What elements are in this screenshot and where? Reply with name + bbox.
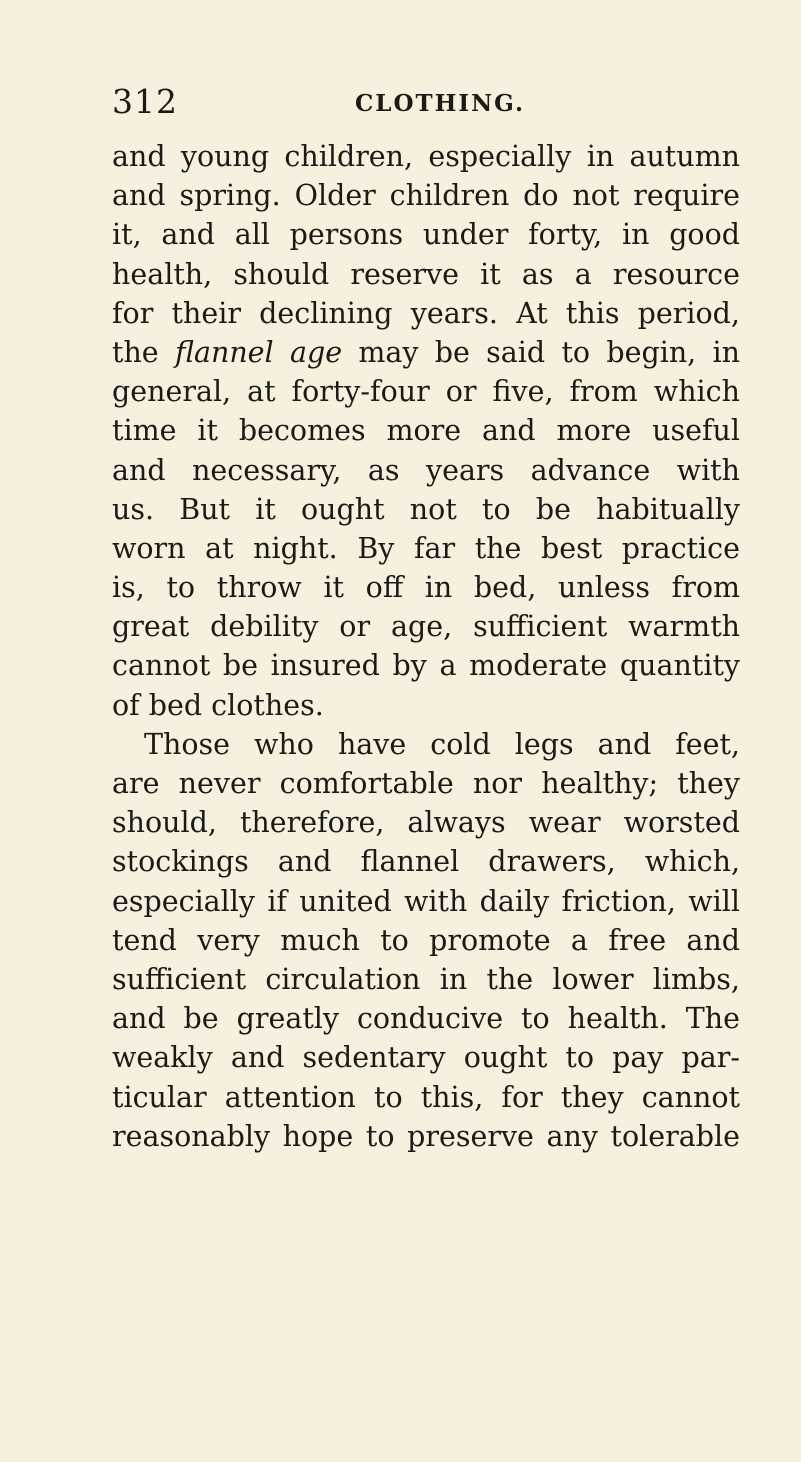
text-line: especially if united with daily friction, will	[112, 884, 740, 918]
body-text	[112, 137, 740, 1156]
text-line-start: the	[112, 335, 175, 369]
text-line-end: may be said to begin, in	[342, 335, 740, 369]
text-line: are never comfortable nor healthy; they	[112, 767, 740, 800]
text-line	[112, 333, 740, 372]
chapter-title: CLOTHING.	[355, 90, 525, 117]
text-line: tend very much to promote a free and	[112, 923, 740, 957]
italic-term: flannel age	[174, 335, 343, 369]
text-line: ticular attention to this, for they cannot	[112, 1080, 740, 1114]
text-line: health, should reserve it as a resource	[112, 257, 740, 291]
text-line: cannot be insured by a moderate quantity	[112, 649, 740, 683]
text-line: and necessary, as years advance with	[112, 453, 740, 487]
text-line: weakly and sedentary ought to pay par-	[112, 1041, 740, 1075]
text-line: stockings and flannel drawers, which,	[112, 845, 740, 879]
text-line: should, therefore, always wear worsted	[112, 806, 740, 840]
text-line: great debility or age, sufficient warmth	[112, 610, 740, 644]
text-line: and be greatly conducive to health. The	[112, 1002, 740, 1036]
text-line: of bed clothes.	[112, 688, 324, 722]
text-line: it, and all persons under forty, in good	[112, 218, 740, 252]
text-line: worn at night. By far the best practice	[112, 531, 740, 565]
text-line: and young children, especially in autumn	[112, 140, 740, 173]
paragraph-first-line: Those who have cold legs and feet,	[144, 727, 740, 761]
text-line: us. But it ought not to be habitually	[112, 492, 740, 526]
text-line: is, to throw it off in bed, unless from	[112, 571, 740, 605]
text-line: reasonably hope to preserve any tolerable	[112, 1119, 740, 1153]
text-line: time it becomes more and more useful	[112, 414, 740, 448]
text-line: and spring. Older children do not require	[112, 179, 740, 213]
text-line: general, at forty-four or five, from which	[112, 375, 740, 409]
text-line: for their declining years. At this period,	[112, 296, 740, 330]
text-line: sufficient circulation in the lower limbs,	[112, 962, 740, 996]
running-header	[112, 82, 732, 132]
page-number: 312	[112, 82, 178, 121]
